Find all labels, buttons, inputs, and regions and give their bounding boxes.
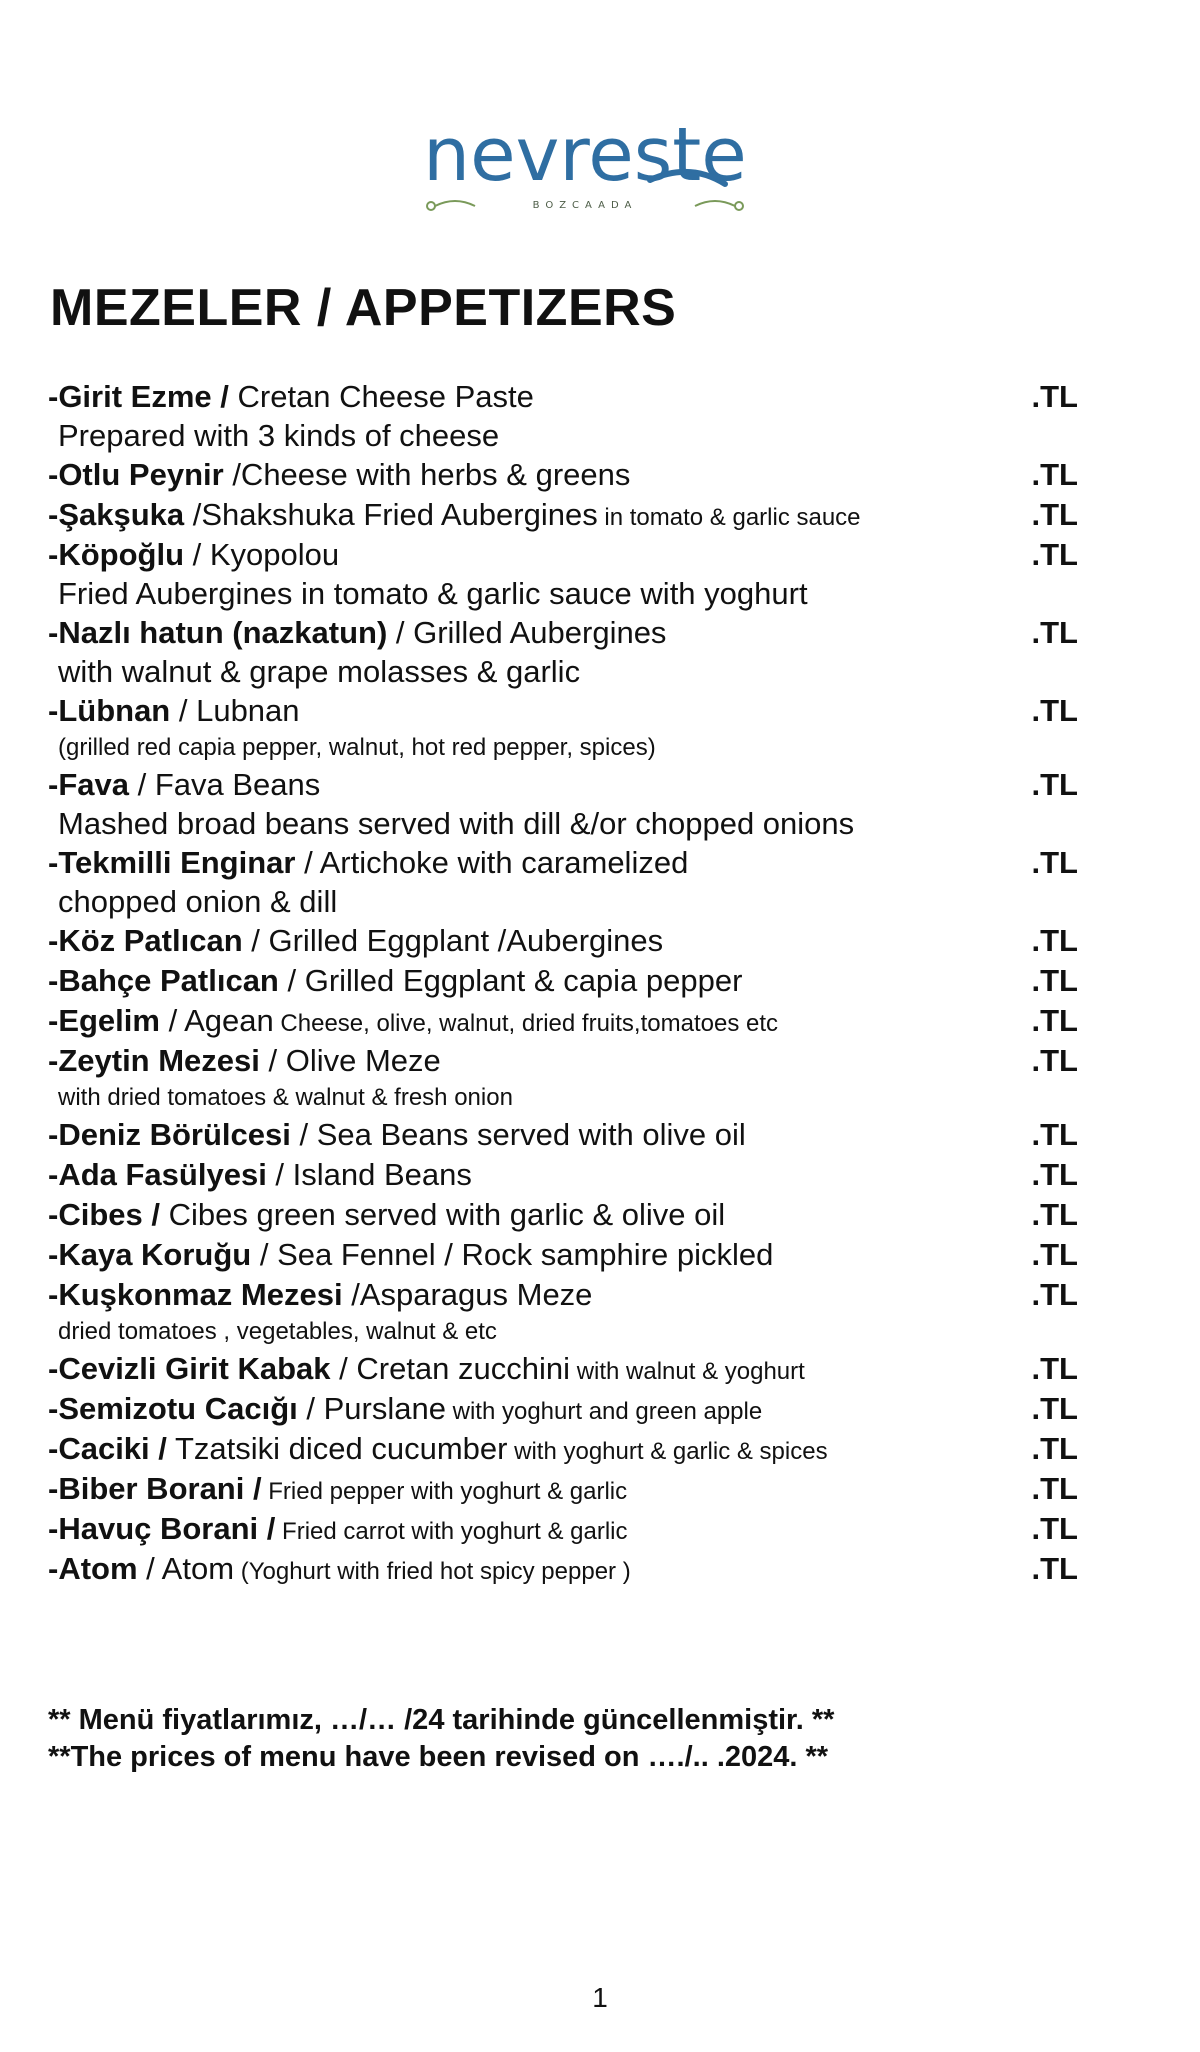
menu-item-description: / Lubnan <box>170 693 300 728</box>
page-number: 1 <box>592 1982 608 2013</box>
brand-wordmark: nevreste <box>423 112 747 198</box>
brand-logo <box>395 110 775 220</box>
menu-item-name: -Cevizli Girit Kabak <box>48 1351 331 1386</box>
menu-item-name: -Havuç Borani / <box>48 1511 276 1546</box>
menu-item-name: -Köz Patlıcan <box>48 923 243 958</box>
menu-item-price: .TL <box>1031 1197 1078 1232</box>
menu-item-price: .TL <box>1031 1043 1078 1078</box>
menu-item-text <box>48 1115 746 1158</box>
menu-item-text <box>48 455 630 498</box>
menu-item-extra: (Yoghurt with fried hot spicy pepper ) <box>234 1558 631 1585</box>
menu-item-text <box>48 535 339 578</box>
menu-item-text <box>48 691 300 734</box>
menu-item <box>48 961 1078 1001</box>
menu-item-description: / Sea Beans served with olive oil <box>290 1117 746 1152</box>
menu-item-name: -Ada Fasülyesi <box>48 1157 267 1192</box>
menu-item <box>48 921 1078 961</box>
menu-item <box>48 1001 1078 1041</box>
menu-item-price: .TL <box>1031 379 1078 414</box>
menu-item-name: -Egelim <box>48 1003 160 1038</box>
menu-item-text <box>48 921 663 964</box>
menu-item-description: / Olive Meze <box>259 1043 441 1078</box>
menu-item-price: .TL <box>1031 923 1078 958</box>
menu-item-text <box>48 1349 805 1392</box>
menu-item-price: .TL <box>1031 1351 1078 1386</box>
menu-item-name: -Köpoğlu <box>48 537 185 572</box>
menu-item <box>48 535 1078 575</box>
menu-item <box>48 1041 1078 1081</box>
menu-item-name: -Şakşuka <box>48 497 185 532</box>
menu-item-price: .TL <box>1031 615 1078 650</box>
menu-item-price: .TL <box>1031 497 1078 532</box>
menu-item-name: -Tekmilli Enginar <box>48 845 296 880</box>
menu-item-price: .TL <box>1031 1117 1078 1152</box>
menu-item-detail: chopped onion & dill <box>58 884 338 919</box>
price-note-turkish: ** Menü fiyatlarımız, …/… /24 tarihinde güncellenmiştir. ** <box>48 1704 835 1736</box>
menu-item-name: -Kuşkonmaz Mezesi <box>48 1277 343 1312</box>
menu-item-detail: dried tomatoes , vegetables, walnut & etc <box>58 1318 497 1345</box>
menu-item <box>48 1469 1078 1509</box>
menu-item-description: / Cretan zucchini <box>330 1351 571 1386</box>
menu-item-price: .TL <box>1031 693 1078 728</box>
menu-item-extra: Fried pepper with yoghurt & garlic <box>261 1478 628 1505</box>
menu-item-price: .TL <box>1031 845 1078 880</box>
menu-item-text <box>48 613 666 656</box>
menu-item <box>48 455 1078 495</box>
menu-item-description: / Purslane <box>297 1391 446 1426</box>
menu-item-name: -Deniz Börülcesi <box>48 1117 291 1152</box>
menu-item-name: -Caciki / <box>48 1431 167 1466</box>
menu-item-text <box>48 1235 773 1278</box>
menu-item-price: .TL <box>1031 1237 1078 1272</box>
menu-item <box>48 1509 1078 1549</box>
menu-item-name: -Semizotu Cacığı <box>48 1391 298 1426</box>
menu-item <box>48 1349 1078 1389</box>
menu-item-extra: in tomato & garlic sauce <box>597 504 861 531</box>
page-title: MEZELER / APPETIZERS <box>50 279 677 337</box>
menu-item-text <box>48 1429 828 1472</box>
menu-item <box>48 691 1078 731</box>
menu-item-extra: with yoghurt & garlic & spices <box>507 1438 828 1465</box>
menu-item-name: -Nazlı hatun (nazkatun) <box>48 615 388 650</box>
menu-item <box>48 1549 1078 1589</box>
menu-item-price: .TL <box>1031 1431 1078 1466</box>
menu-item-text <box>48 961 742 1004</box>
menu-item-price: .TL <box>1031 537 1078 572</box>
menu-item-price: .TL <box>1031 1471 1078 1506</box>
appetizer-list <box>48 377 1078 1589</box>
menu-item-text <box>48 1549 631 1592</box>
menu-item-price: .TL <box>1031 1003 1078 1038</box>
menu-item-description: Cretan Cheese Paste <box>228 379 534 414</box>
menu-item <box>48 1195 1078 1235</box>
menu-item-extra: Fried carrot with yoghurt & garlic <box>275 1518 628 1545</box>
menu-item-description: /Cheese with herbs & greens <box>223 457 631 492</box>
menu-item-text <box>48 1275 592 1318</box>
menu-item-description: / Agean <box>159 1003 274 1038</box>
menu-item-name: -Bahçe Patlıcan <box>48 963 279 998</box>
menu-item-name: -Lübnan <box>48 693 171 728</box>
brand-subtitle: BOZCAADA <box>532 200 638 211</box>
menu-item-text <box>48 377 534 420</box>
menu-item-price: .TL <box>1031 1391 1078 1426</box>
menu-item-name: -Girit Ezme / <box>48 379 229 414</box>
menu-item-detail: Mashed broad beans served with dill &/or chopped onions <box>58 806 855 841</box>
menu-item-name: -Cibes / <box>48 1197 160 1232</box>
menu-item-description: / Atom <box>137 1551 235 1586</box>
menu-item-text <box>48 1509 628 1552</box>
menu-item <box>48 1275 1078 1315</box>
menu-item-name: -Zeytin Mezesi <box>48 1043 260 1078</box>
menu-item-detail: Prepared with 3 kinds of cheese <box>58 418 500 453</box>
menu-item-text <box>48 1389 762 1432</box>
menu-item-description: / Sea Fennel / Rock samphire pickled <box>251 1237 774 1272</box>
menu-item-name: -Kaya Koruğu <box>48 1237 252 1272</box>
menu-item-text <box>48 1041 441 1084</box>
menu-item-price: .TL <box>1031 1551 1078 1586</box>
menu-item-description: / Grilled Eggplant & capia pepper <box>278 963 743 998</box>
menu-item-text <box>48 495 861 538</box>
menu-item-description: Tzatsiki diced cucumber <box>166 1431 508 1466</box>
menu-item <box>48 1389 1078 1429</box>
menu-item <box>48 765 1078 805</box>
menu-item-text <box>48 1001 778 1044</box>
menu-item <box>48 1235 1078 1275</box>
menu-item-description: / Artichoke with caramelized <box>295 845 689 880</box>
menu-item-description: / Grilled Aubergines <box>387 615 667 650</box>
price-note-english: **The prices of menu have been revised on …./.. .2024. ** <box>48 1741 829 1773</box>
menu-item-name: -Otlu Peynir <box>48 457 224 492</box>
menu-item-detail: with dried tomatoes & walnut & fresh onion <box>58 1084 513 1111</box>
menu-item-description: / Island Beans <box>266 1157 472 1192</box>
menu-item-detail: with walnut & grape molasses & garlic <box>58 654 581 689</box>
menu-item-description: Cibes green served with garlic & olive oil <box>159 1197 726 1232</box>
menu-item-name: -Atom <box>48 1551 138 1586</box>
menu-item <box>48 1429 1078 1469</box>
menu-item <box>48 613 1078 653</box>
menu-item-price: .TL <box>1031 457 1078 492</box>
menu-item-extra: with walnut & yoghurt <box>570 1358 805 1385</box>
menu-item-price: .TL <box>1031 1157 1078 1192</box>
menu-item-text <box>48 843 688 886</box>
menu-item-detail: (grilled red capia pepper, walnut, hot red pepper, spices) <box>58 734 656 761</box>
menu-item-price: .TL <box>1031 963 1078 998</box>
menu-item-price: .TL <box>1031 1277 1078 1312</box>
menu-item-text <box>48 765 320 808</box>
menu-item-name: -Fava <box>48 767 129 802</box>
menu-item-description: / Fava Beans <box>128 767 321 802</box>
menu-item-extra: with yoghurt and green apple <box>445 1398 763 1425</box>
menu-item-price: .TL <box>1031 1511 1078 1546</box>
menu-item-description: /Asparagus Meze <box>342 1277 593 1312</box>
menu-item-description: / Kyopolou <box>184 537 340 572</box>
menu-item <box>48 377 1078 417</box>
menu-item-text <box>48 1195 725 1238</box>
menu-item-text <box>48 1155 472 1198</box>
menu-item-price: .TL <box>1031 767 1078 802</box>
menu-item-description: /Shakshuka Fried Aubergines <box>184 497 598 532</box>
menu-item <box>48 843 1078 883</box>
menu-item-extra: Cheese, olive, walnut, dried fruits,tomatoes etc <box>273 1010 778 1037</box>
menu-item <box>48 1155 1078 1195</box>
menu-item <box>48 1115 1078 1155</box>
menu-item-description: / Grilled Eggplant /Aubergines <box>242 923 664 958</box>
menu-item-detail: Fried Aubergines in tomato & garlic sauce with yoghurt <box>58 576 808 611</box>
menu-item-text <box>48 1469 627 1512</box>
menu-item-name: -Biber Borani / <box>48 1471 262 1506</box>
menu-item <box>48 495 1078 535</box>
price-note <box>48 1702 834 1776</box>
